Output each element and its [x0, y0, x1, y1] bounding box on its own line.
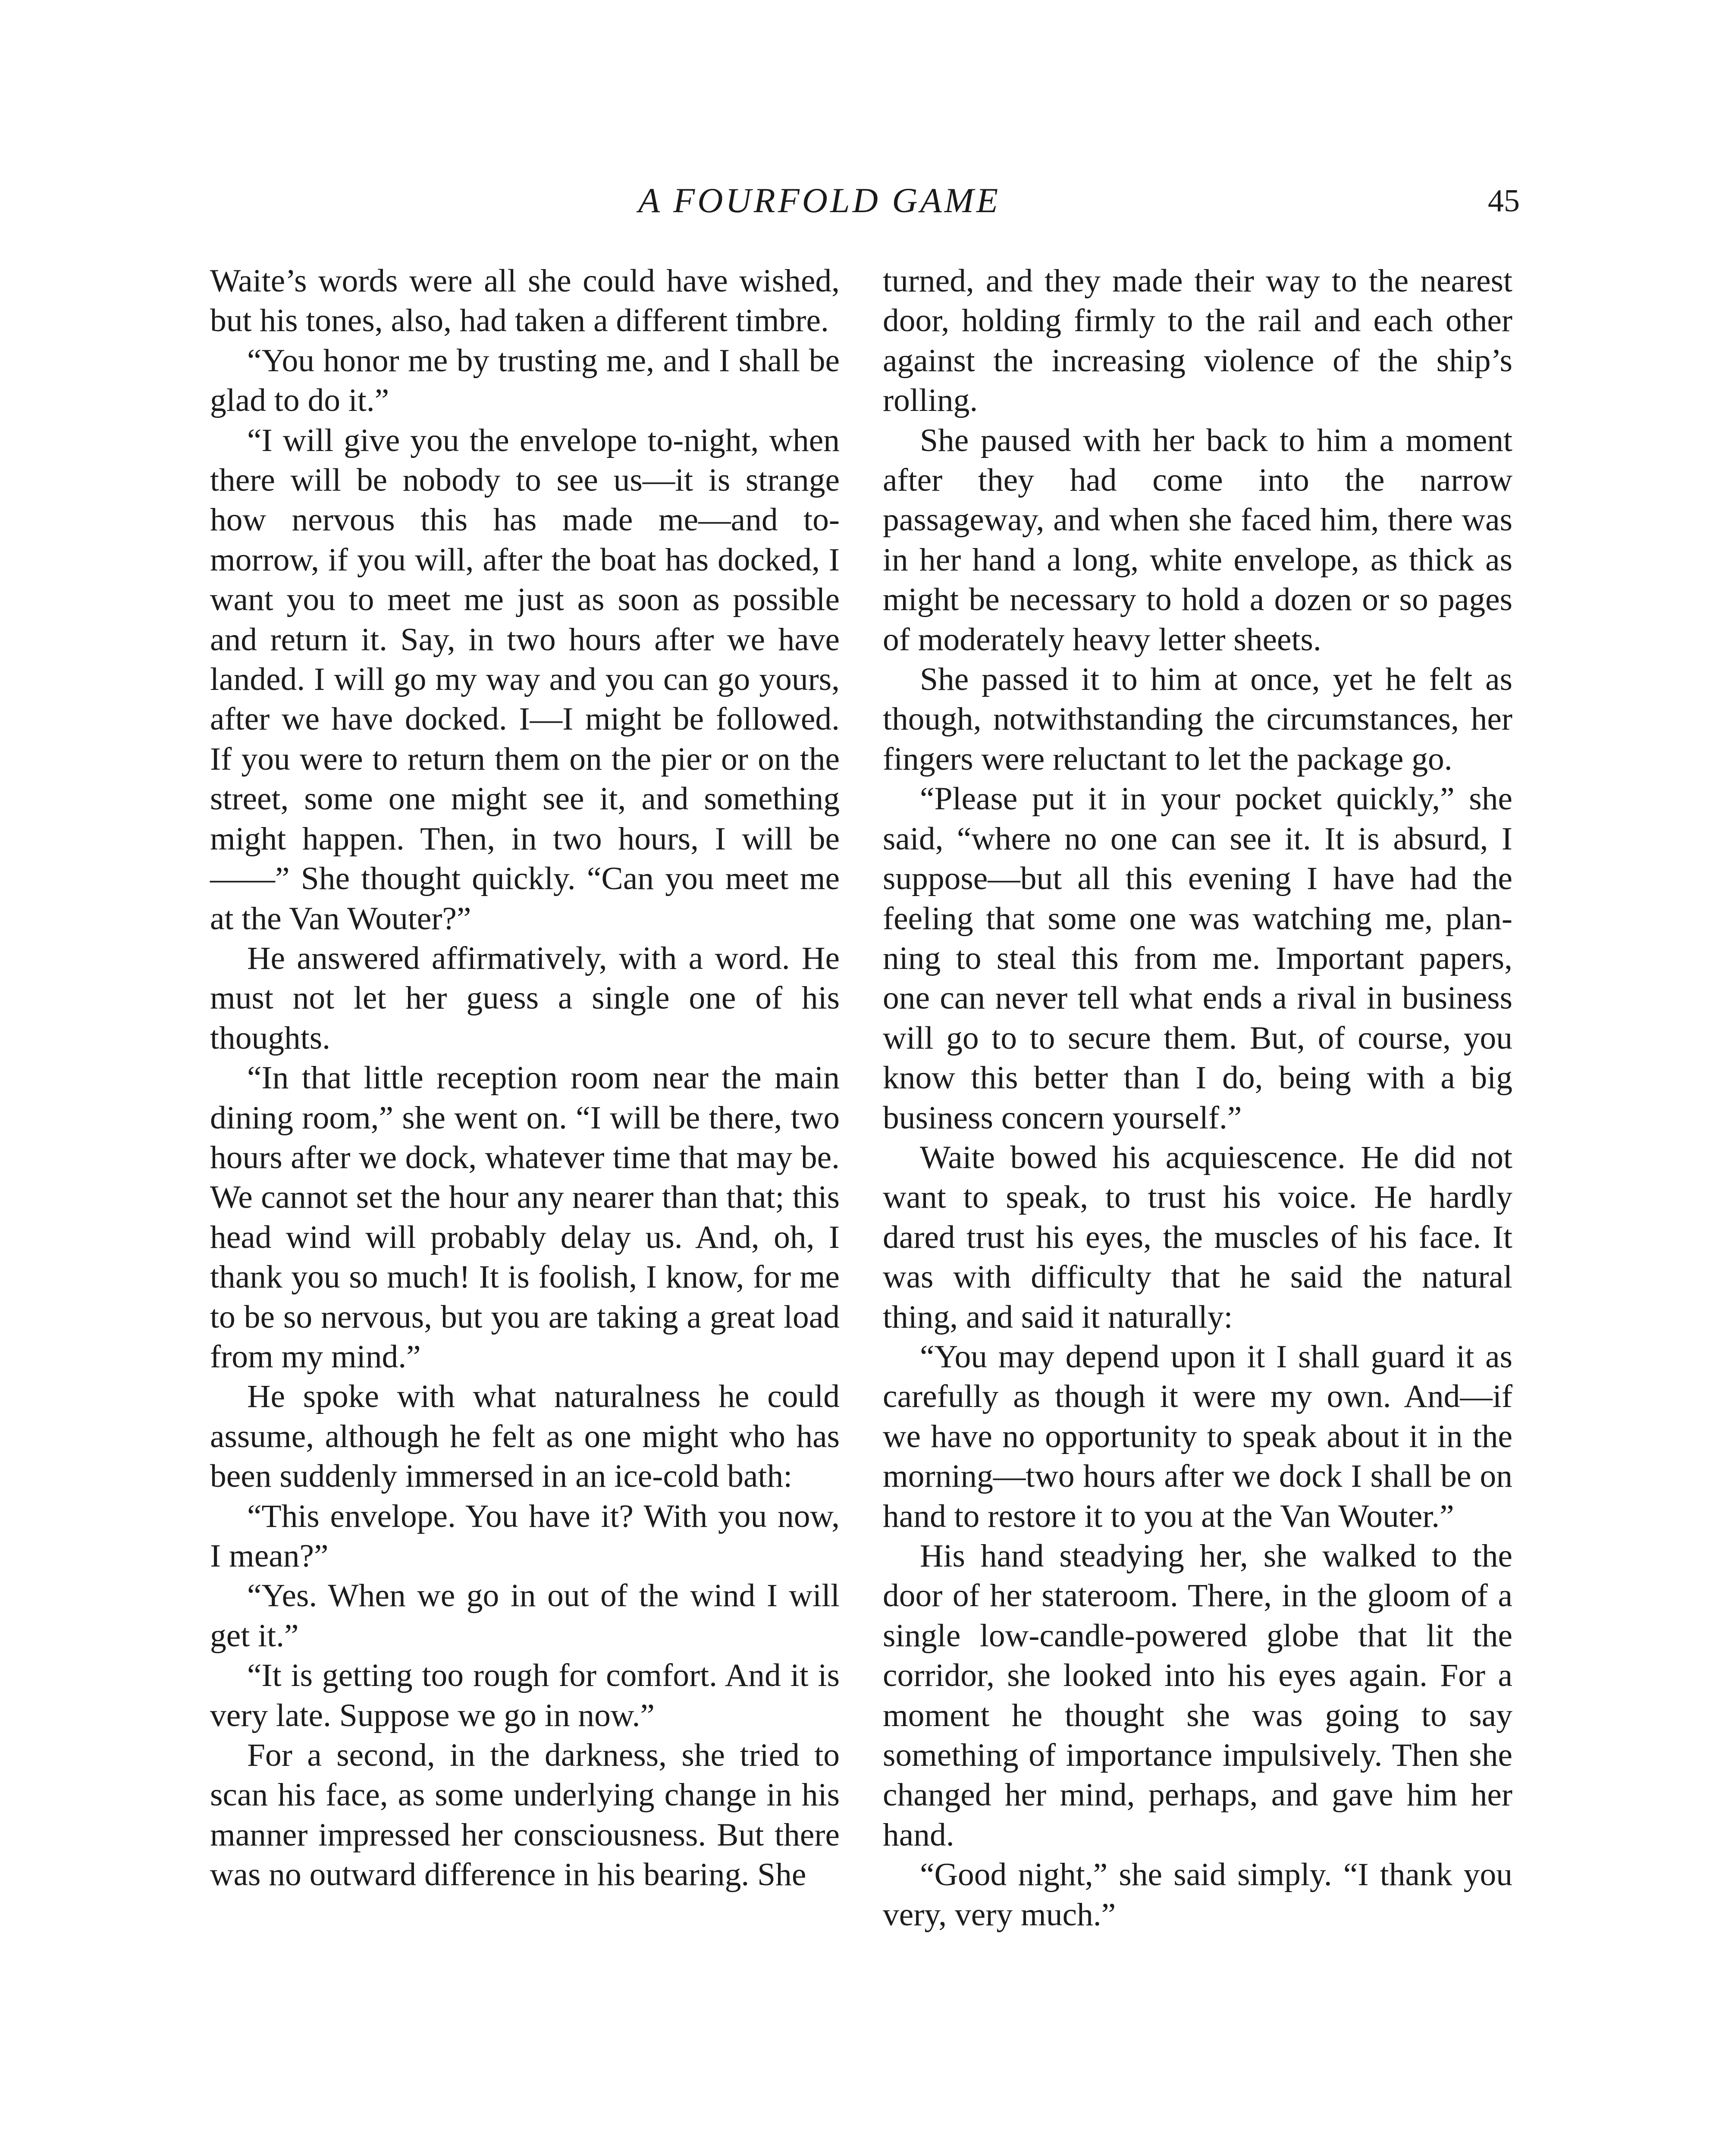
page-number: 45	[1488, 183, 1520, 219]
paragraph: He answered affirmatively, with a word. He must not let her guess a single one of his thoughts.	[210, 940, 840, 1056]
paragraph: She paused with her back to him a moment after they had come into the narrow passageway, and when she faced him, there was in her hand a long, white envelope, as thick as might be necessary to hold a dozen or so pages of moderately heavy letter sheets.	[883, 422, 1512, 658]
left-column	[210, 261, 840, 1895]
paragraph: He spoke with what naturalness he could assume, although he felt as one might who has been suddenly immersed in an ice-cold bath:	[210, 1379, 840, 1495]
running-title: A FOURFOLD GAME	[638, 181, 1001, 220]
paragraph: His hand steadying her, she walked to the door of her stateroom. There, in the gloom of a single low-candle-powered globe that lit the corridor, she looked into his eyes again. For a moment he thought she was going to say something of importance impulsively. Then she changed her mind, perhaps, and gave him her hand.	[883, 1538, 1512, 1853]
paragraph: “In that little reception room near the main dining room,” she went on. “I will be there, two hours after we dock, whatever time that may be. We cannot set the hour any nearer than that; this head wind will probably delay us. And, oh, I thank you so much! It is foolish, I know, for me to be so nervous, but you are taking a great load from my mind.”	[210, 1060, 840, 1375]
paragraph: “Yes. When we go in out of the wind I will get it.”	[210, 1578, 840, 1654]
paragraph: “I will give you the envelope to-night, when there will be nobody to see us—it is strange how nervous this has made me—and to-morrow, if you will, after the boat has docked, I want you to meet me just as soon as possible and return it. Say, in two hours after we have landed. I will go my way and you can go yours, after we have docked. I—I might be followed. If you were to return them on the pier or on the street, some one might see it, and something might happen. Then, in two hours, I will be——” She thought quickly. “Can you meet me at the Van Wouter?”	[210, 422, 840, 937]
running-head	[0, 180, 1719, 232]
paragraph: “You honor me by trusting me, and I shall be glad to do it.”	[210, 342, 840, 419]
paragraph: “You may depend upon it I shall guard it as carefully as though it were my own. And—if we have no opportunity to speak about it in the morning—two hours after we dock I shall be on hand to restore it to you at the Van Wouter.”	[883, 1338, 1512, 1534]
paragraph: Waite bowed his acquiescence. He did not want to speak, to trust his voice. He hardly dared trust his eyes, the muscles of his face. It was with difficulty that he said the natural thing, and said it naturally:	[883, 1139, 1512, 1335]
paragraph: “This envelope. You have it? With you now, I mean?”	[210, 1498, 840, 1574]
paragraph: Waite’s words were all she could have wished, but his tones, also, had taken a different timbre.	[210, 263, 840, 339]
paragraph: “It is getting too rough for comfort. And it is very late. Suppose we go in now.”	[210, 1658, 840, 1733]
paragraph: “Good night,” she said simply. “I thank you very, very much.”	[883, 1857, 1512, 1933]
paragraph: “Please put it in your pocket quickly,” she said, “where no one can see it. It is absurd, I suppose—but all this evening I have had the feeling that some one was watching me, planning to steal this from me. Important papers, one can never tell what ends a rival in business will go to to secure them. But, of course, you know this better than I do, being with a big business concern yourself.”	[883, 781, 1512, 1136]
paragraph: For a second, in the darkness, she tried to scan his face, as some underlying change in his manner impressed her consciousness. But there was no outward difference in his bearing. She	[210, 1737, 840, 1893]
right-column	[883, 261, 1512, 1935]
paragraph: She passed it to him at once, yet he felt as though, notwithstanding the circumstances, her fingers were reluctant to let the package go.	[883, 661, 1512, 777]
paragraph: turned, and they made their way to the nearest door, holding firmly to the rail and each other against the increasing violence of the ship’s rolling.	[883, 263, 1512, 419]
